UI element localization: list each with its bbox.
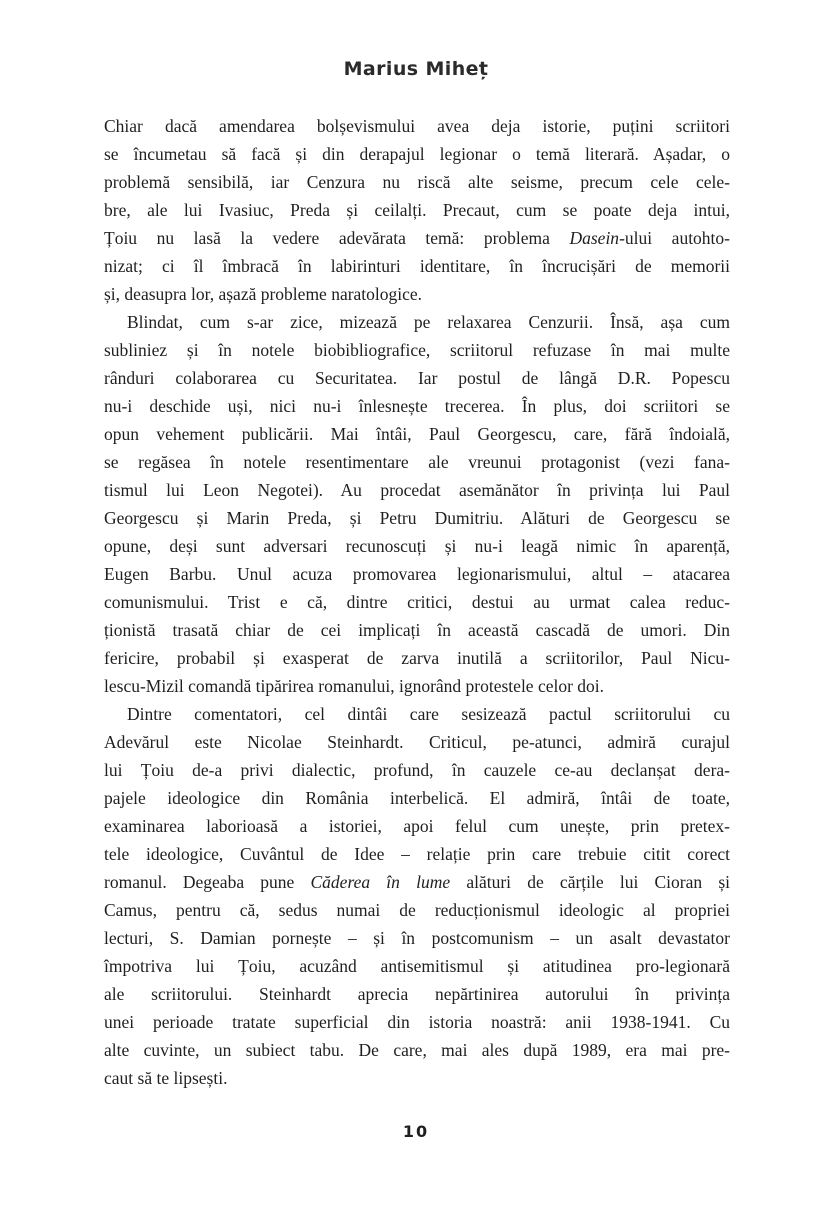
text-line: examinarea laborioasă a istoriei, apoi felul cum unește, prin pretex- [104,816,730,836]
body-text [104,112,730,1092]
text-line: Țoiu nu lasă la vedere adevărata temă: problema Dasein-ului autohto- [104,228,730,248]
text-line: Blindat, cum s-ar zice, mizează pe relaxarea Cenzurii. Însă, așa cum [127,312,730,332]
page-number: 10 [402,1122,430,1141]
text-line: Adevărul este Nicolae Steinhardt. Criticul, pe-atunci, admiră curajul [104,732,730,752]
text-line: Chiar dacă amendarea bolșevismului avea deja istorie, puțini scriitori [104,116,730,136]
text-line: problemă sensibilă, iar Cenzura nu riscă alte seisme, precum cele cele- [104,172,730,192]
text-line: împotriva lui Țoiu, acuzând antisemitismul și atitudinea pro-legionară [104,956,730,976]
text-line: Dintre comentatori, cel dintâi care sesizează pactul scriitorului cu [127,704,730,724]
text-line: romanul. Degeaba pune Căderea în lume alături de cărțile lui Cioran și [104,872,730,892]
text-line: unei perioade tratate superficial din istoria noastră: anii 1938-1941. Cu [104,1012,730,1032]
text-line: rânduri colaborarea cu Securitatea. Iar postul de lângă D.R. Popescu [104,368,730,388]
italic-title: Dasein [569,228,620,248]
text-line: lecturi, S. Damian pornește – și în postcomunism – un asalt devastator [104,928,730,948]
text-line: ale scriitorului. Steinhardt aprecia nepărtinirea autorului în privința [104,984,730,1004]
text-line: comunismului. Trist e că, dintre critici, destui au urmat calea reduc- [104,592,730,612]
text-line: și, deasupra lor, așază probleme naratologice. [104,284,423,304]
text-line: se încumetau să facă și din derapajul legionar o temă literară. Așadar, o [104,144,730,164]
text-line: pajele ideologice din România interbelică. El admiră, întâi de toate, [104,788,730,808]
text-line: bre, ale lui Ivasiuc, Preda și ceilalți. Precaut, cum se poate deja intui, [104,200,730,220]
text-line: opun vehement publicării. Mai întâi, Paul Georgescu, care, fără îndoială, [104,424,730,444]
running-header: Marius Miheț [343,58,489,80]
text-line: Georgescu și Marin Preda, și Petru Dumitriu. Alături de Georgescu se [104,508,730,528]
text-line: nizat; ci îl îmbracă în labirinturi identitare, în încrucișări de memorii [104,256,730,276]
text-line: se regăsea în notele resentimentare ale vreunui protagonist (vezi fana- [104,452,730,472]
text-line: tismul lui Leon Negotei). Au procedat asemănător în privința lui Paul [104,480,730,500]
text-line: caut să te lipsești. [104,1068,228,1088]
text-line: ționistă trasată chiar de cei implicați în această cascadă de umori. Din [104,620,730,640]
text-line: tele ideologice, Cuvântul de Idee – relație prin care trebuie citit corect [104,844,730,864]
italic-title: Căderea în lume [310,872,451,892]
text-line: opune, deși sunt adversari recunoscuți și nu-i leagă nimic în aparență, [104,536,730,556]
text-line: alte cuvinte, un subiect tabu. De care, mai ales după 1989, era mai pre- [104,1040,730,1060]
text-line: lui Țoiu de-a privi dialectic, profund, în cauzele ce-au declanșat dera- [104,760,730,780]
text-line: subliniez și în notele biobibliografice, scriitorul refuzase în mai multe [104,340,730,360]
text-line: fericire, probabil și exasperat de zarva inutilă a scriitorilor, Paul Nicu- [104,648,730,668]
text-line: Camus, pentru că, sedus numai de reducționismul ideologic al propriei [104,900,730,920]
text-line: Eugen Barbu. Unul acuza promovarea legionarismului, altul – atacarea [104,564,730,584]
text-line: nu-i deschide uși, nici nu-i înlesnește trecerea. În plus, doi scriitori se [104,396,730,416]
text-line: lescu-Mizil comandă tipărirea romanului, ignorând protestele celor doi. [104,676,605,696]
